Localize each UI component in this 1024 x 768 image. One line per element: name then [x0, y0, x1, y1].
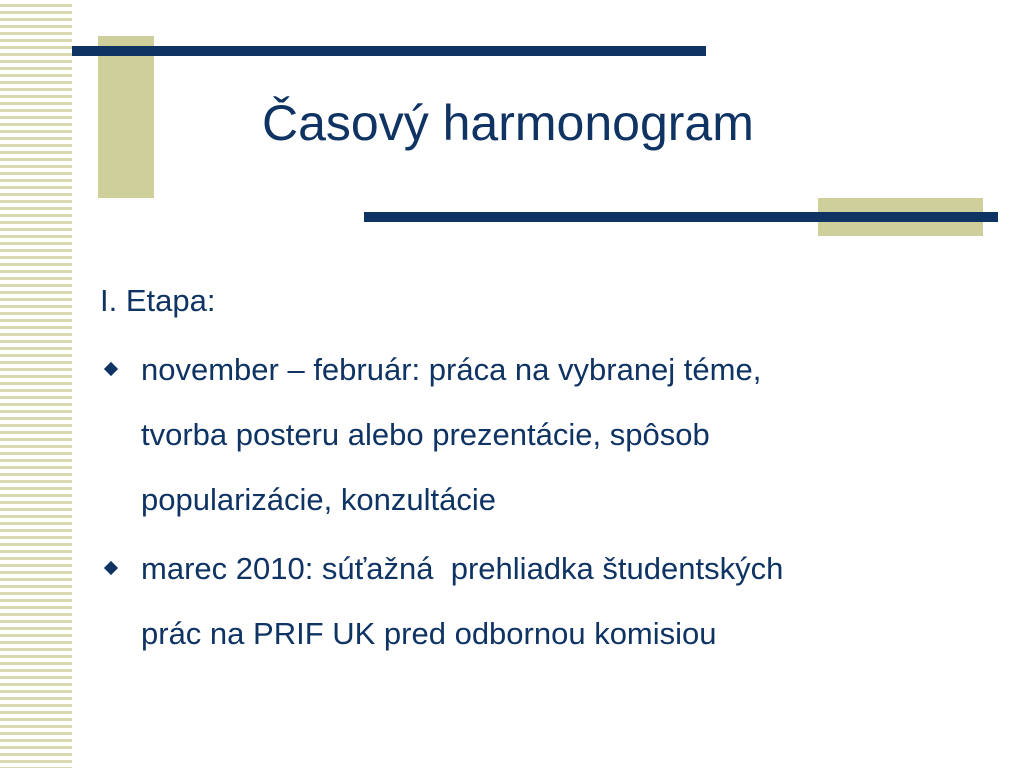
bullet-item: [100, 536, 990, 666]
diamond-bullet-icon: [104, 561, 118, 575]
navy-accent-line-top: [72, 46, 706, 56]
diamond-bullet-icon: [104, 362, 118, 376]
bullet-text: november – február: práca na vybranej téme, tvorba posteru alebo prezentácie, spôsob popularizácie, konzultácie: [141, 352, 762, 517]
bullet-list: [100, 337, 990, 666]
bullet-item: [100, 337, 990, 532]
navy-accent-line-bottom: [364, 212, 998, 222]
stage-heading: I. Etapa:: [100, 283, 216, 318]
slide-title: Časový harmonogram: [262, 95, 754, 151]
olive-accent-block-left: [98, 36, 154, 198]
slide-body: [100, 268, 990, 666]
striped-side-band: [0, 0, 72, 768]
bullet-text: marec 2010: súťažná prehliadka študentských prác na PRIF UK pred odbornou komisiou: [141, 551, 784, 651]
